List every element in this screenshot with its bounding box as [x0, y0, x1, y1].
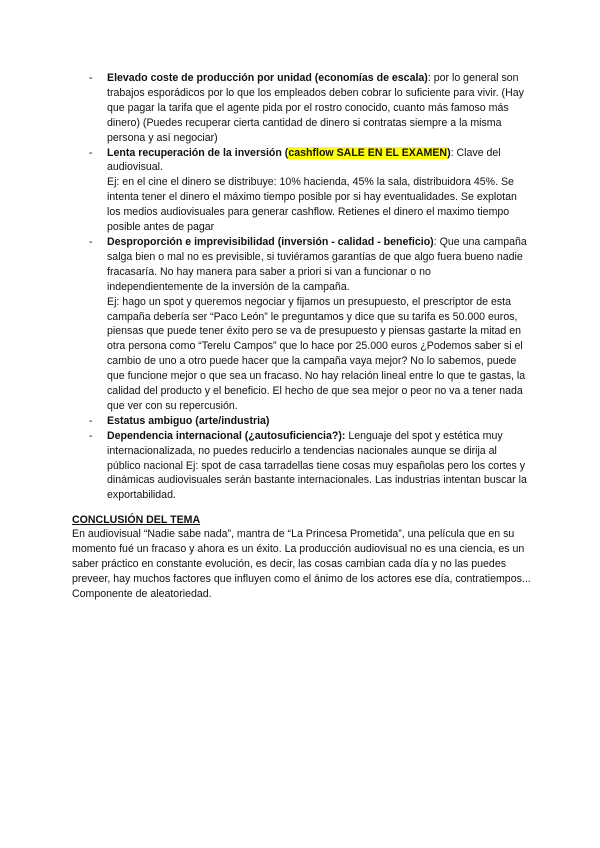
conclusion-heading: CONCLUSIÓN DEL TEMA: [72, 514, 201, 526]
bullet-dash: -: [89, 429, 93, 442]
bullet-dash: -: [89, 72, 93, 84]
bullet-title: Desproporción e imprevisibilidad (inversión - calidad - beneficio): [107, 235, 434, 248]
bullet-example: Ej: en el cine el dinero se distribuye: 10% hacienda, 45% la sala, distribuidora 45%. Se intenta tener el dinero el máximo tiempo posible por si hay eventualidades. Se explotan los medios audiovisuales para generar cashflow. Retienes el dinero el maximo tiempo posible antes de pagar: [107, 176, 517, 234]
bullet-text: Lenguaje del spot y estética muy internacionalizada, no puedes reducirlo a tendencias nacionales aunque se dirija al público nacional Ej: spot de casa tarradellas tiene cosas muy españolas pero los cortes y dinámicas audiovisuales serán bastante internacionales. Las industrias intentan buscar la exportabilidad.: [107, 429, 527, 502]
bullet-text: : por lo general son trabajos esporádicos por lo que los empleados deben cobrar lo suficiente para vivir. (Hay que pagar la tarifa que el agente pida por el rostro conocido, cuanto más famoso más dinero) (Puedes recuperar cierta cantidad de dinero si contratas siempre a la misma persona y así negociar): [107, 72, 524, 144]
conclusion-paragraph: En audiovisual “Nadie sabe nada”, mantra de “La Princesa Prometida”, una película que en su momento fué un fracaso y ahora es un éxito. La producción audiovisual no es una ciencia, es un saber práctico en constante evolución, es decir, las cosas cambian cada día y no las puedes preveer, hay muchos factores que influyen como el ánimo de los actores ese día, contratiempos... Componente de aleatoriedad.: [72, 528, 531, 600]
bullet-text: : Que una campaña salga bien o mal no es previsible, si tuviéramos garantías de que algo fuera bueno nadie fracasaría. No hay manera para saber a priori si van a funcionar o no independientemente de la inversión de la campaña.: [107, 235, 527, 293]
bullet-item-ambiguous-status: [88, 414, 528, 429]
bullet-title: Dependencia internacional (¿autosuficiencia?):: [107, 429, 346, 442]
bullet-item-production-cost: [88, 71, 528, 146]
bullet-title: Estatus ambiguo (arte/industria): [107, 414, 270, 427]
bullet-list: [88, 71, 528, 503]
bullet-title: Lenta recuperación de la inversión (: [107, 146, 289, 159]
highlighted-text: cashflow SALE EN EL EXAMEN: [288, 146, 448, 159]
bullet-item-international-dependence: [88, 429, 528, 504]
bullet-dash: -: [89, 414, 93, 427]
bullet-text: : Clave del audiovisual.: [107, 146, 501, 174]
bullet-dash: -: [89, 146, 93, 159]
bullet-title-end: ): [447, 146, 451, 159]
bullet-dash: -: [89, 235, 93, 248]
bullet-item-slow-recovery: [88, 146, 528, 235]
bullet-item-disproportion: [88, 235, 528, 414]
bullet-example: Ej: hago un spot y queremos negociar y fijamos un presupuesto, el prescriptor de esta campaña debería ser “Paco León” le preguntamos y dice que su tarifa es 50.000 euros, piensas que puede tener éxito pero se va de presupuesto y piensas gastarte la mitad en otra persona como “Terelu Campos” que lo hace por 25.000 euros ¿Podemos saber si el cambio de uno a otro puede hacer que la campaña vaya mejor? No lo sabemos, puede que funcione mejor o que sea un fracaso. No hay relación lineal entre lo que te gastas, la calidad del producto y el beneficio. El hecho de que sea mejor o peor no va a tener nada que ver con su repercusión.: [107, 295, 526, 412]
bullet-title: Elevado coste de producción por unidad (economías de escala): [107, 72, 428, 84]
